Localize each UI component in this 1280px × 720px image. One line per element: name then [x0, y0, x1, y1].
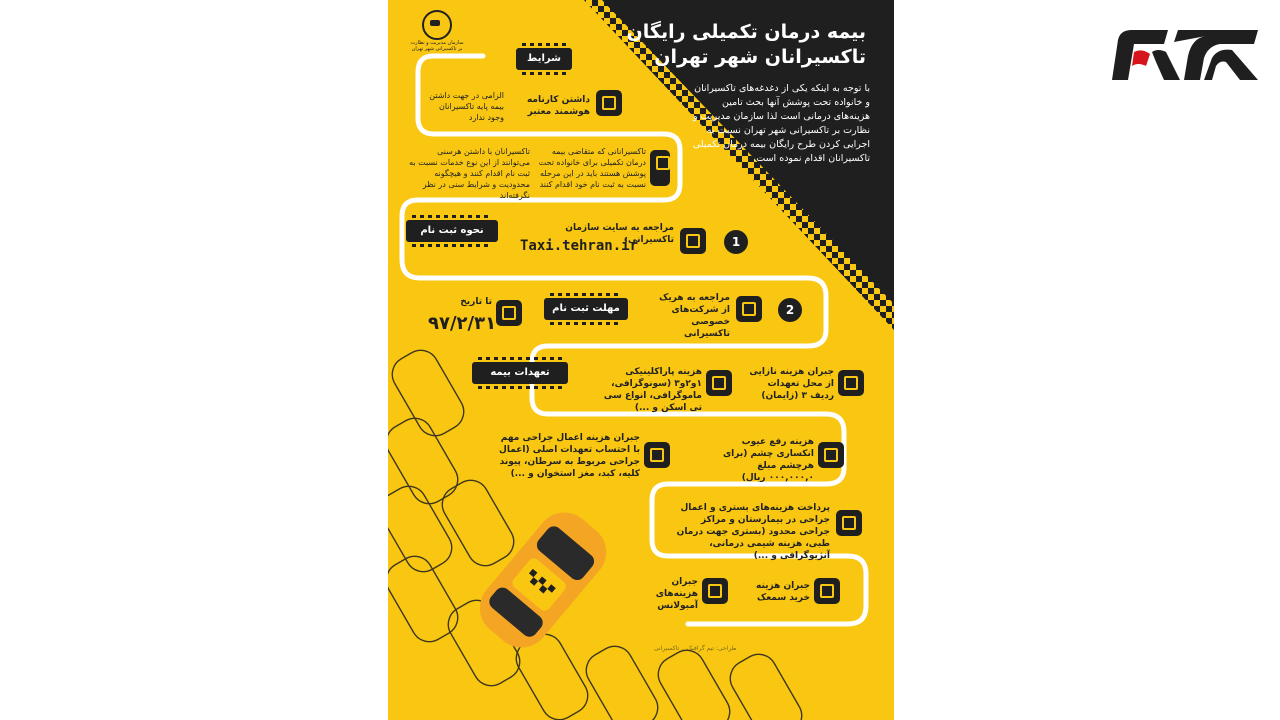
microscope-icon	[706, 370, 732, 396]
obligation-3: هزینه رفع عیوب انکساری چشم (برای هرچشم مبلغ ۰۰۰,۰۰۰,۰ ریال)	[722, 437, 814, 483]
logo-caption: سازمان مدیریت و نظارت بر تاکسیرانی شهر تهران	[410, 40, 464, 52]
pregnancy-icon	[838, 370, 864, 396]
condition-2-text: تاکسیرانانی که متقاضی بیمه درمان تکمیلی برای خانواده تحت پوشش هستند باید در این مرحله نسبت به ثبت نام خود اقدام کنند	[538, 147, 646, 189]
ambulance-icon	[702, 578, 728, 604]
step-2-text: مراجعه به هریک از شرکت‌های خصوصی تاکسیرانی	[659, 293, 730, 339]
section-conditions: شرایط	[516, 48, 572, 70]
obligation-4: جبران هزینه اعمال جراحی مهم با احتساب تعهدات اصلی (اعمال جراحی مربوط به سرطان، پیوند کلیه، کبد، مغز استخوان و ...)	[499, 433, 640, 479]
taxi-emblem-icon	[422, 10, 452, 40]
obligation-7: جبران هزینه‌های آمبولانس	[655, 577, 698, 611]
family-icon	[650, 150, 670, 186]
glasses-icon	[818, 442, 844, 468]
section-registration: نحوه ثبت نام	[406, 220, 498, 242]
obligation-2: هزینه پاراکلینیکی ۱و۲و۳ (سونوگرافی، ماموگرافی، انواع سی تی اسکن و ...)	[603, 367, 702, 413]
section-obligations: تعهدات بیمه	[472, 362, 568, 384]
deadline-date: ۹۷/۲/۳۱	[428, 313, 497, 334]
obligation-5: پرداخت هزینه‌های بستری و اعمال جراحی در بیمارستان و مراکز جراحی محدود (بستری جهت درمان طبی، هزینه شیمی درمانی، آنژیوگرافی و ...)	[676, 503, 830, 561]
rokna-brand-logo	[1108, 22, 1264, 84]
taxi-website-link[interactable]: Taxi.tehran.ir	[520, 238, 639, 254]
design-credit: طراحی: تیم گرافیک... تاکسیرانی	[654, 645, 737, 652]
taxi-organization-logo	[408, 10, 466, 52]
infographic-poster	[388, 0, 894, 720]
hearing-aid-icon	[814, 578, 840, 604]
condition-1-title: داشتن کارنامه هوشمند معتبر	[526, 95, 590, 117]
surgery-icon	[644, 442, 670, 468]
hospital-icon	[836, 510, 862, 536]
website-icon	[680, 228, 706, 254]
condition-1-text: الزامی در جهت داشتن بیمه پایه تاکسیرانان وجود ندارد	[429, 91, 504, 122]
obligation-6: جبران هزینه خرید سمعک	[755, 581, 810, 603]
step-1-number: 1	[724, 230, 748, 254]
deadline-label: تا تاریخ	[460, 297, 492, 307]
intro-text: با توجه به اینکه یکی از دغدغه‌های تاکسیرانان و خانواده تحت پوشش آنها بحث تامین هزینه‌های درمانی است لذا سازمان مدیریت و نظارت بر تاکسیرانی شهر تهران نسبت به اجرایی کردن طرح رایگان بیمه درمان تکمیلی تاکسیرانان اقدام نموده است.	[692, 83, 870, 164]
calendar-icon	[496, 300, 522, 326]
obligation-1: جبران هزینه نازایی از محل تعهدات ردیف ۳ (زایمان)	[749, 367, 834, 401]
office-icon	[736, 296, 762, 322]
step-2-number: 2	[778, 298, 802, 322]
poster-title: بیمه درمان تکمیلی رایگان تاکسیرانان شهر تهران	[626, 21, 866, 68]
smart-card-icon	[596, 90, 622, 116]
section-deadline: مهلت ثبت نام	[544, 298, 628, 320]
step-1-text: مراجعه به سایت سازمان تاکسیرانی:	[565, 223, 674, 245]
condition-3-text: تاکسیرانان با داشتن هرسنی می‌توانند از این نوع خدمات نسبت به ثبت نام اقدام کنند و هیچگونه محدودیت و شرایط سنی در نظر نگرفته‌اند	[409, 147, 530, 200]
